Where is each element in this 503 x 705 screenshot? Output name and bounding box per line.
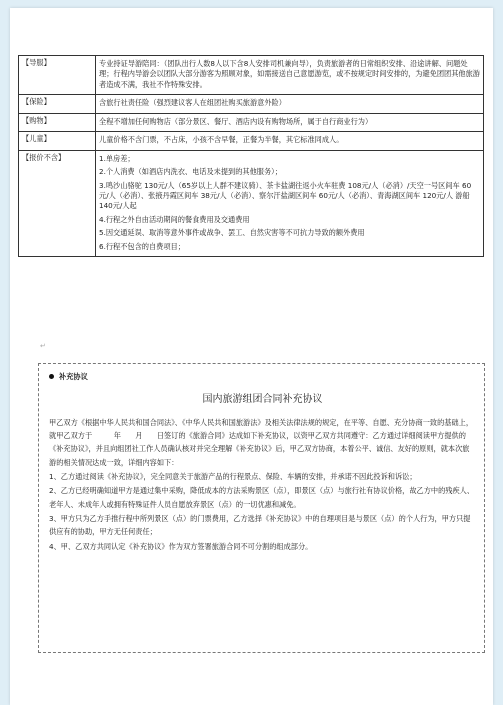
contract-title: 国内旅游组团合同补充协议 — [202, 394, 323, 406]
contract-clause: 1、乙方通过阅读《补充协议》，完全同意关于旅游产品的行程景点、保险、车辆的安排，并承诺不因此投诉和诉讼； — [49, 472, 417, 482]
row-paragraph: 2.个人消费（如酒店内洗衣、电话及未提到的其他服务）； — [99, 167, 282, 177]
row-content — [96, 95, 484, 113]
row-label: 【保险】 — [19, 95, 96, 113]
row-content — [96, 113, 484, 131]
row-content — [96, 150, 484, 257]
row-label: 【导服】 — [19, 56, 96, 95]
table-row — [19, 113, 484, 131]
row-label: 【购物】 — [19, 113, 96, 131]
table-row — [19, 95, 484, 113]
contract-clause: 4、甲、乙双方共同认定《补充协议》作为双方签署旅游合同不可分割的组成部分。 — [49, 541, 313, 551]
row-label: 【儿童】 — [19, 132, 96, 150]
row-paragraph: 1.单房差； — [99, 153, 135, 163]
supplement-heading-text: 补充协议 — [59, 372, 88, 381]
bullet-icon — [49, 374, 54, 379]
row-content — [96, 132, 484, 150]
row-paragraph: 6.行程不包含的自费项目； — [99, 241, 185, 251]
row-paragraph: 含旅行社责任险（强烈建议客人在组团社购买旅游意外险） — [99, 98, 286, 108]
contract-intro: 甲乙双方《根据中华人民共和国合同法》、《中华人民共和国旅游法》及相关法律法规的规定，在平等、自愿、充分协商一致的基础上，就甲乙双方于 年 月 日签订的《旅游合同》达成如下补充协议，以资甲乙双方共同遵守：乙方通过详细阅读甲方提供的《补充协议》，并且向组团社工作人员确认核对并完全理解《补充协议》后，甲乙双方协商，本着公平、诚信、友好的原则，就本次旅游的相关情况达成一致，详细内容如下： — [49, 417, 474, 467]
row-paragraph: 4.行程之外自由活动期间的餐食费用及交通费用 — [99, 214, 250, 224]
contract-clause: 3、甲方只为乙方手推行程中所列景区（点）的门票费用，乙方选择《补充协议》中的自理项目是与景区（点）的个人行为，甲方只提供应有的协助，甲方无任何责任； — [49, 514, 471, 537]
row-paragraph: 专业持证导游陪同：（团队出行人数8人以下含8人安排司机兼向导），负责旅游者的日常组织安排、沿途讲解、问题处理；行程内导游会以团队大部分游客为照顾对象，如需接送自己意愿游览，或不按规定时间安排的，为避免团团其他旅游者造成不满，我社不作特殊安排。 — [99, 59, 480, 89]
table-row — [19, 56, 484, 95]
row-paragraph: 儿童价格不含门票，不占床，小孩不含早餐，正餐为半餐，其它标准同成人。 — [99, 135, 344, 145]
table-row — [19, 150, 484, 257]
row-paragraph: 5.因交通延误、取消等意外事件或战争、罢工、自然灾害等不可抗力导致的额外费用 — [99, 228, 365, 238]
row-label: 【报价不含】 — [19, 150, 96, 257]
table-row — [19, 132, 484, 150]
row-paragraph: 3.鸣沙山骆驼 130元/人（65岁以上人群不建议骑）、茶卡盐湖往返小火车驻费 108元/人（必消）/天空一号区间车 60元/人（必消）、张掖丹霞区间车 38元/人（必消）、察尔汗盐湖区间车 60元/人（必消）、青海湖区间车 120元/人 游船 140元/人起 — [99, 180, 472, 211]
document-page — [10, 8, 493, 705]
row-content — [96, 56, 484, 95]
paragraph-mark: ↵ — [40, 342, 46, 350]
supplement-heading — [49, 370, 476, 383]
row-paragraph: 全程不增加任何购物店（部分景区、餐厅、酒店内设有购物场所，属于自行商业行为） — [99, 116, 373, 126]
contract-clause: 2、乙方已经明确知道甲方是通过集中采购，降低成本的方法采购景区（点），即景区（点）与旅行社有协议价格，故乙方中的残疾人、老年人、未成年人或拥有特殊证件人员自愿放弃景区（点）的一切优惠和减免。 — [49, 486, 475, 509]
supplement-agreement-box — [38, 363, 485, 653]
itinerary-info-table — [18, 55, 484, 257]
